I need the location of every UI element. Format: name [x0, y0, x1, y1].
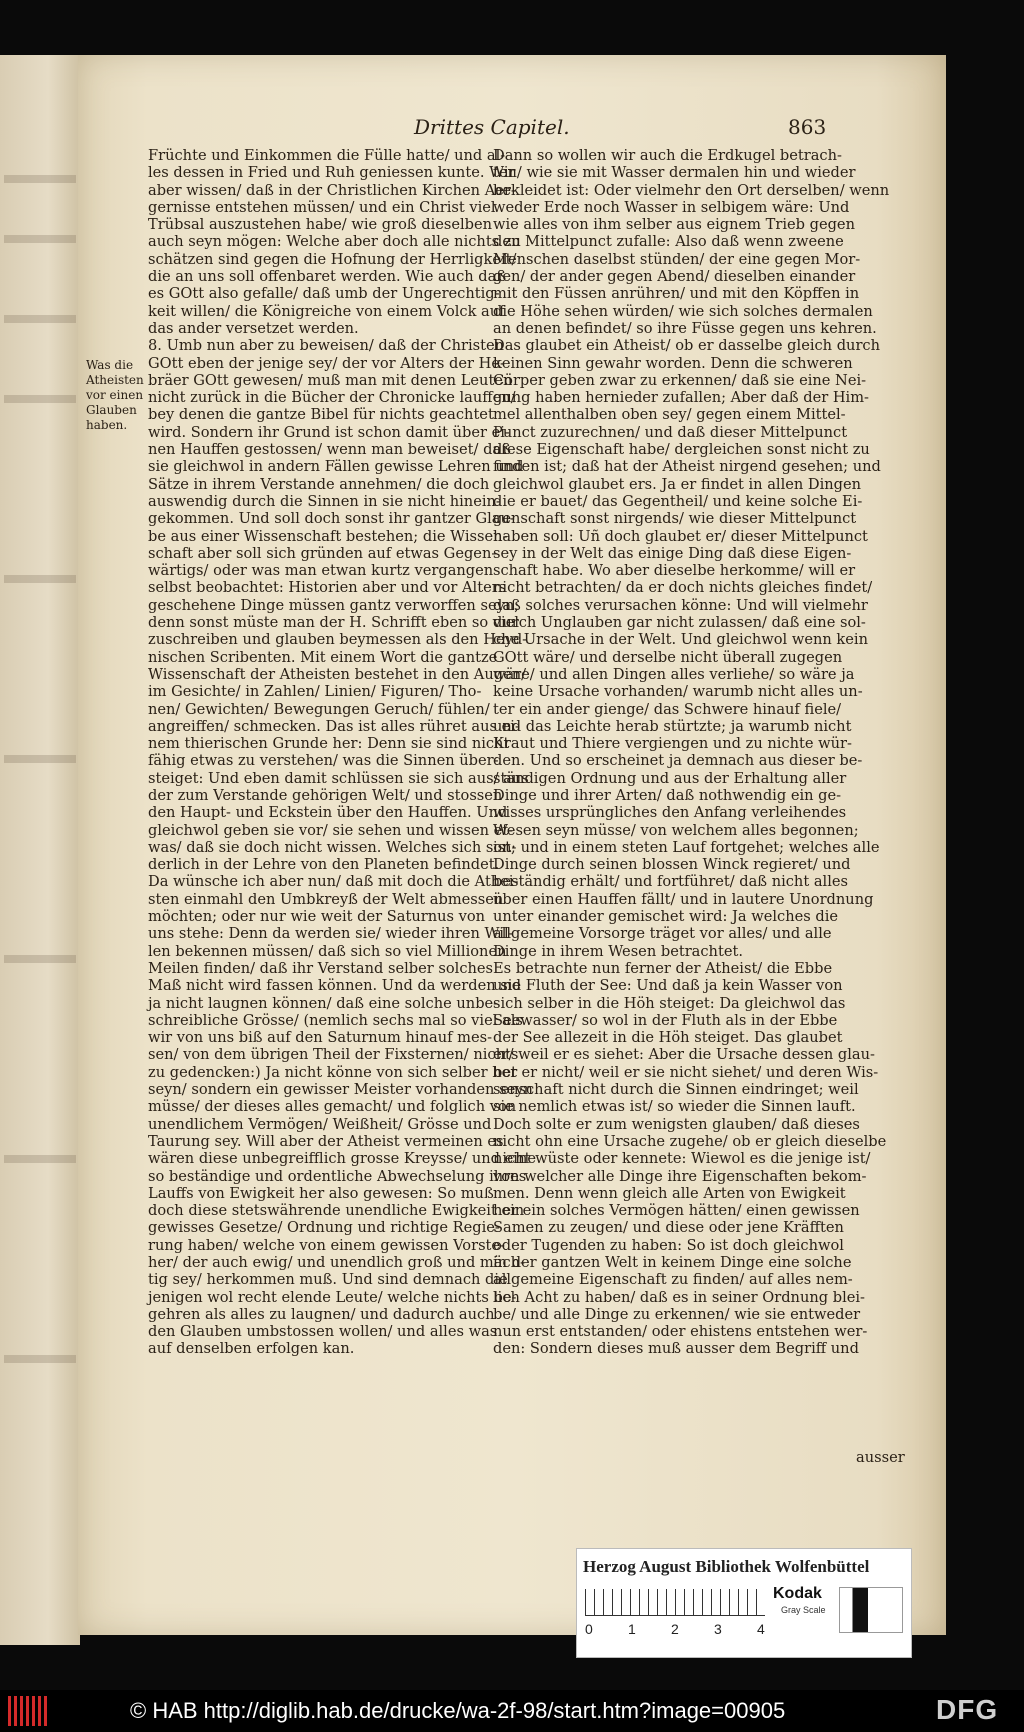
text-line: keine Ursache vorhanden/ warumb nicht alles un- — [493, 683, 863, 701]
text-line: nischen Scribenten. Mit einem Wort die gantze — [148, 648, 498, 666]
ruler-number: 4 — [757, 1621, 765, 1637]
text-line: den Mittelpunct zufalle: Also daß wenn zweene — [493, 233, 844, 251]
text-line: bey denen die gantze Bibel für nichts geachtet — [148, 406, 494, 424]
text-line: sie nemlich etwas ist/ so wieder die Sinnen lauft. — [493, 1098, 856, 1116]
ruler-number: 0 — [585, 1621, 593, 1637]
text-line: gernisse entstehen müssen/ und ein Christ viel — [148, 198, 496, 216]
color-card — [576, 1548, 912, 1658]
text-line: sten einmahl den Umbkreyß der Welt abmessen — [148, 890, 504, 908]
text-line: che Ursache in der Welt. Und gleichwol wenn kein — [493, 631, 868, 649]
text-line: Dinge und ihrer Arten/ daß nothwendig ein ge- — [493, 786, 842, 804]
running-head: Drittes Capitel. — [414, 115, 570, 139]
text-line: der zum Verstande gehörigen Welt/ und stossen — [148, 786, 503, 804]
text-line: schätzen sind gegen die Hofnung der Herrligkeit/ — [148, 250, 517, 268]
marginal-note-line: Atheisten — [86, 373, 144, 387]
text-line: ja nicht laugnen können/ daß eine solche unbe- — [148, 994, 499, 1012]
left-text-column — [148, 147, 550, 1358]
text-line: derlich in der Lehre von den Planeten befindet. — [148, 856, 500, 874]
text-line: Maß nicht wird fassen können. Und da werden sie — [148, 977, 522, 995]
text-line: die Höhe sehen würden/ wie sich solches dermalen — [493, 302, 873, 320]
text-line: steiget: Und eben damit schlüssen sie sich aus/ aus — [148, 769, 529, 787]
catchword: ausser — [856, 1449, 905, 1466]
text-line: gewisses Gesetze/ Ordnung und richtige Regie- — [148, 1219, 500, 1237]
page-number: 863 — [788, 115, 827, 139]
text-line: finden ist; daß hat der Atheist nirgend gesehen; und — [493, 458, 881, 476]
dfg-logo: DFG — [936, 1694, 999, 1725]
marginal-note — [86, 358, 150, 433]
text-line: beständig erhält/ und fortführet/ daß nicht alles — [493, 873, 848, 891]
text-line: Meilen finden/ daß ihr Verstand selber solches — [148, 959, 494, 977]
text-line: zu gedencken:) Ja nicht könne von sich selber her — [148, 1063, 518, 1081]
ruler-numbers — [585, 1621, 785, 1641]
text-line: den: Sondern dieses muß ausser dem Begriff und — [493, 1340, 859, 1358]
text-line: nem thierischen Grunde her: Denn sie sind nicht — [148, 735, 510, 753]
text-line: haben soll: Uñ doch glaubet er/ dieser Mittelpunct — [493, 527, 868, 545]
text-line: gleichwol glaubet ers. Ja er findet in allen Dingen — [493, 475, 862, 493]
text-line: was/ daß sie doch nicht wissen. Welches sich son- — [148, 838, 517, 856]
text-line: Trübsal auszustehen habe/ wie groß dieselben — [148, 216, 493, 234]
text-line: müsse/ der dieses alles gemacht/ und folglich von — [148, 1098, 517, 1116]
text-line: oder Tugenden zu haben: So ist doch gleichwol — [493, 1236, 844, 1254]
text-line: nen Hauffen gestossen/ wenn man beweiset/ daß — [148, 441, 511, 459]
text-line: selbst beobachtet: Historien aber und vor Alters — [148, 579, 507, 597]
text-line: den Haupt- und Eckstein über den Hauffen. Und — [148, 804, 508, 822]
text-line: nicht zurück in die Bücher der Chronicke lauffen/ — [148, 389, 516, 407]
text-line: wärtigs/ oder was man etwan kurtz vergangen — [148, 562, 494, 580]
text-line: er/ weil er es siehet: Aber die Ursache dessen glau- — [493, 1046, 875, 1064]
text-line: bet er nicht/ weil er sie nicht siehet/ und deren Wis- — [493, 1063, 879, 1081]
text-line: und Fluth der See: Und daß ja kein Wasser von — [493, 977, 843, 995]
text-line: den Glauben umbstossen wollen/ und alles was — [148, 1323, 498, 1341]
text-line: be aus einer Wissenschaft bestehen; die Wissen- — [148, 527, 508, 545]
text-line: wird. Sondern ihr Grund ist schon damit über ei- — [148, 423, 510, 441]
text-line: im Gesichte/ in Zahlen/ Linien/ Figuren/ Tho- — [148, 683, 482, 701]
ruler-number: 1 — [628, 1621, 636, 1637]
text-line: Dinge durch seinen blossen Winck regieret/ und — [493, 856, 851, 874]
text-line: schreibliche Grösse/ (nemlich sechs mal so viel als — [148, 1011, 523, 1029]
text-line: wie alles von ihm selber aus eignem Trieb gegen — [493, 216, 855, 234]
text-line: be/ und alle Dinge zu erkennen/ wie sie entweder — [493, 1305, 861, 1323]
text-line: GOtt eben der jenige sey/ der vor Alters der He- — [148, 354, 505, 372]
ruler-number: 2 — [671, 1621, 679, 1637]
text-line: weder Erde noch Wasser in selbigem wäre: Und — [493, 198, 850, 216]
text-line: es GOtt also gefalle/ daß umb der Ungerechtig- — [148, 285, 500, 303]
marginal-note-line: vor einen — [86, 388, 144, 402]
book-page — [78, 55, 946, 1635]
text-line: rung haben/ welche von einem gewissen Vorste- — [148, 1236, 505, 1254]
text-line: über einen Hauffen fällt/ und in lautere Unordnung — [493, 890, 874, 908]
text-line: in der gantzen Welt in keinem Dinge eine solche — [493, 1254, 852, 1271]
text-line: allgemeine Eigenschaft zu finden/ auf alles nem- — [493, 1271, 853, 1289]
text-line: nen/ Gewichten/ Bewegungen Geruch/ fühlen/ — [148, 700, 490, 718]
text-line: möchten; oder nur wie weit der Saturnus von — [148, 908, 486, 926]
text-line: bekleidet ist: Oder vielmehr den Ort derselben/ wenn — [493, 181, 890, 199]
text-line: aber wissen/ daß in der Christlichen Kirchen Aer- — [148, 181, 516, 199]
page-header — [78, 115, 946, 145]
text-line: her ein solches Vermögen hätten/ einen gewissen — [493, 1202, 860, 1220]
text-line: sich selber in die Höh steiget: Da gleichwol das — [493, 994, 846, 1012]
hab-logo-icon — [8, 1696, 48, 1726]
text-line: Cörper geben zwar zu erkennen/ daß sie eine Nei- — [493, 371, 867, 389]
text-line: daß solches verursachen könne: Und will vielmehr — [493, 596, 868, 614]
text-line: wäre/ und allen Dingen alles verliehe/ so wäre ja — [493, 665, 855, 683]
text-line: Dann so wollen wir auch die Erdkugel betrach- — [493, 147, 842, 164]
right-text-column — [493, 147, 895, 1358]
text-line: keinen Sinn gewahr worden. Denn die schweren — [493, 354, 853, 372]
text-line: uns stehe: Denn da werden sie/ wieder ihren Wil- — [148, 925, 514, 943]
text-line: geschehene Dinge müssen gantz verworffen seyn; — [148, 596, 520, 614]
text-line: gen/ der ander gegen Abend/ dieselben einander — [493, 268, 856, 286]
text-line: gung haben hernieder zufallen; Aber daß der Him- — [493, 389, 869, 407]
text-line: Das glaubet ein Atheist/ ob er dasselbe gleich durch — [493, 337, 880, 355]
facing-page-edge — [0, 55, 80, 1645]
text-line: bräer GOtt gewesen/ muß man mit denen Leuten — [148, 371, 513, 389]
text-line: wir von uns biß auf den Saturnum hinauf mes- — [148, 1029, 493, 1047]
text-line: ten/ wie sie mit Wasser dermalen hin und wieder — [493, 164, 856, 182]
text-line: les dessen in Fried und Ruh geniessen kunte. Wir — [148, 164, 516, 182]
text-line: jenigen wol recht elende Leute/ welche nichts be- — [148, 1288, 517, 1306]
text-line: Menschen daselbst stünden/ der eine gegen Mor- — [493, 250, 861, 268]
text-line: genschaft sonst nirgends/ wie dieser Mittelpunct — [493, 510, 857, 528]
text-line: unendlichem Vermögen/ Weißheit/ Grösse und — [148, 1115, 492, 1133]
text-line: Sätze in ihrem Verstande annehmen/ die doch — [148, 475, 490, 493]
text-line: diese Eigenschaft habe/ dergleichen sonst nicht zu — [493, 441, 870, 459]
text-line: die an uns soll offenbaret werden. Wie auch daß — [148, 268, 507, 286]
text-line: Samen zu zeugen/ und diese oder jene Kräfften — [493, 1219, 844, 1237]
text-line: Doch solte er zum wenigsten glauben/ daß dieses — [493, 1115, 860, 1133]
marginal-note-line: Was die — [86, 358, 134, 372]
text-line: wisses ursprüngliches den Anfang verleihendes — [493, 804, 847, 822]
text-line: nicht betrachten/ da er doch nichts gleiches findet/ — [493, 579, 873, 597]
text-line: keit willen/ die Königreiche von einem Volck auf — [148, 302, 505, 320]
text-line: len bekennen müssen/ daß sich so viel Millionen — [148, 942, 507, 960]
text-line: Da wünsche ich aber nun/ daß mit doch die Athei- — [148, 873, 519, 891]
text-line: durch Unglauben gar nicht zulassen/ daß eine sol- — [493, 614, 866, 632]
text-line: von welcher alle Dinge ihre Eigenschaften bekom- — [493, 1167, 867, 1185]
text-line: schaft aber soll sich gründen auf etwas Gegen- — [148, 544, 497, 562]
text-line: mel allenthalben oben sey/ gegen einem Mittel- — [493, 406, 846, 424]
text-line: auswendig durch die Sinnen in sie nicht hinein- — [148, 492, 501, 510]
text-line: die er bauet/ das Gegentheil/ und keine solche Ei- — [493, 492, 863, 510]
ruler-scale — [585, 1589, 765, 1616]
text-line: gleichwol geben sie vor/ sie sehen und wissen et- — [148, 821, 514, 839]
text-line: doch diese stetswährende unendliche Ewigkeit ein — [148, 1202, 525, 1220]
text-line: schaft habe. Wo aber dieselbe herkomme/ will er — [493, 562, 856, 580]
text-line: lich Acht zu haben/ daß es in seiner Ordnung blei- — [493, 1288, 865, 1306]
text-line: Taurung sey. Will aber der Atheist vermeinen es — [148, 1132, 504, 1150]
text-line: Dinge in ihrem Wesen betrachtet. — [493, 942, 743, 960]
text-line: her/ der auch ewig/ und unendlich groß und mäch- — [148, 1254, 525, 1271]
marginal-note-line: haben. — [86, 418, 128, 432]
text-line: denn sonst müste man der H. Schrifft eben so viel — [148, 614, 519, 632]
text-line: tig sey/ herkommen muß. Und sind demnach die — [148, 1271, 508, 1289]
text-line: 8. Umb nun aber zu beweisen/ daß der Christen — [148, 337, 505, 355]
card-title: Herzog August Bibliothek Wolfenbüttel — [583, 1557, 870, 1576]
text-line: Lauffs von Ewigkeit her also gewesen: So muß — [148, 1184, 494, 1202]
text-line: seyn/ sondern ein gewisser Meister vorhanden seyn — [148, 1081, 533, 1099]
text-line: auch seyn mögen: Welche aber doch alle nichts zu — [148, 233, 521, 251]
text-line: sen/ von dem übrigen Theil der Fixsternen/ nichts — [148, 1046, 519, 1064]
text-line: ständigen Ordnung und aus der Erhaltung aller — [493, 769, 847, 787]
text-line: an denen befindet/ so ihre Füsse gegen uns kehren. — [493, 319, 877, 337]
text-line: Wesen seyn müsse/ von welchem alles begonnen; — [493, 821, 859, 839]
footer-bar — [0, 1690, 1024, 1732]
gray-swatch — [839, 1587, 903, 1633]
text-line: das ander versetzet werden. — [148, 319, 359, 337]
text-line: fähig etwas zu verstehen/ was die Sinnen über- — [148, 752, 499, 770]
text-line: und das Leichte herab stürtzte; ja warumb nicht — [493, 717, 852, 735]
text-line: senschaft nicht durch die Sinnen eindringet; weil — [493, 1081, 859, 1099]
text-line: Früchte und Einkommen die Fülle hatte/ und al- — [148, 147, 506, 164]
ruler-number: 3 — [714, 1621, 722, 1637]
text-line: zuschreiben und glauben beymessen als den Heyd- — [148, 631, 528, 649]
text-line: sie gleichwol in andern Fällen gewisse Lehren und — [148, 458, 524, 476]
text-line: sey in der Welt das einige Ding daß diese Eigen- — [493, 544, 852, 562]
text-line: Punct zuzurechnen/ und daß dieser Mittelpunct — [493, 423, 848, 441]
text-line: gekommen. Und soll doch sonst ihr gantzer Glau- — [148, 510, 515, 528]
text-line: der See allezeit in die Höh steiget. Das glaubet — [493, 1029, 843, 1047]
kodak-label: Kodak — [773, 1585, 822, 1602]
text-line: men. Denn wenn gleich alle Arten von Ewigkeit — [493, 1184, 846, 1202]
text-line: nicht ohn eine Ursache zugehe/ ob er gleich dieselbe — [493, 1132, 887, 1150]
text-line: ter ein ander gienge/ das Schwere hinauf fiele/ — [493, 700, 842, 718]
text-line: GOtt wäre/ und derselbe nicht überall zugegen — [493, 648, 843, 666]
text-line: Kraut und Thiere vergiengen und zu nichte wür- — [493, 735, 852, 753]
text-line: Wissenschaft der Atheisten bestehet in den Augen/ — [148, 665, 527, 683]
footer-credit-link[interactable]: © HAB http://diglib.hab.de/drucke/wa-2f-98/start.htm?image=00905 — [130, 1698, 786, 1723]
text-line: auf denselben erfolgen kan. — [148, 1340, 355, 1358]
text-line: angreiffen/ schmecken. Das ist alles rühret aus ei- — [148, 717, 520, 735]
text-line: mit den Füssen anrühren/ und mit den Köpffen in — [493, 285, 860, 303]
text-line: wären diese unbegreifflich grosse Kreysse/ und eine — [148, 1150, 536, 1168]
text-line: Es betrachte nun ferner der Atheist/ die Ebbe — [493, 959, 833, 977]
text-line: so beständige und ordentliche Abwechselung ihres — [148, 1167, 527, 1185]
text-line: allgemeine Vorsorge träget vor alles/ und alle — [493, 925, 832, 943]
gray-scale-label: Gray Scale — [781, 1605, 826, 1615]
text-line: ist; und in einem steten Lauf fortgehet; welches alle — [493, 838, 880, 856]
text-line: unter einander gemischet wird: Ja welches die — [493, 908, 838, 926]
text-line: nicht wüste oder kennete: Wiewol es die jenige ist/ — [493, 1150, 871, 1168]
text-line: gehren als alles zu laugnen/ und dadurch auch — [148, 1305, 495, 1323]
text-line: nun erst entstanden/ oder ehistens entstehen wer- — [493, 1323, 868, 1341]
text-line: den. Und so erscheinet ja demnach aus dieser be- — [493, 752, 863, 770]
text-line: Seewasser/ so wol in der Fluth als in der Ebbe — [493, 1011, 838, 1029]
marginal-note-line: Glauben — [86, 403, 137, 417]
